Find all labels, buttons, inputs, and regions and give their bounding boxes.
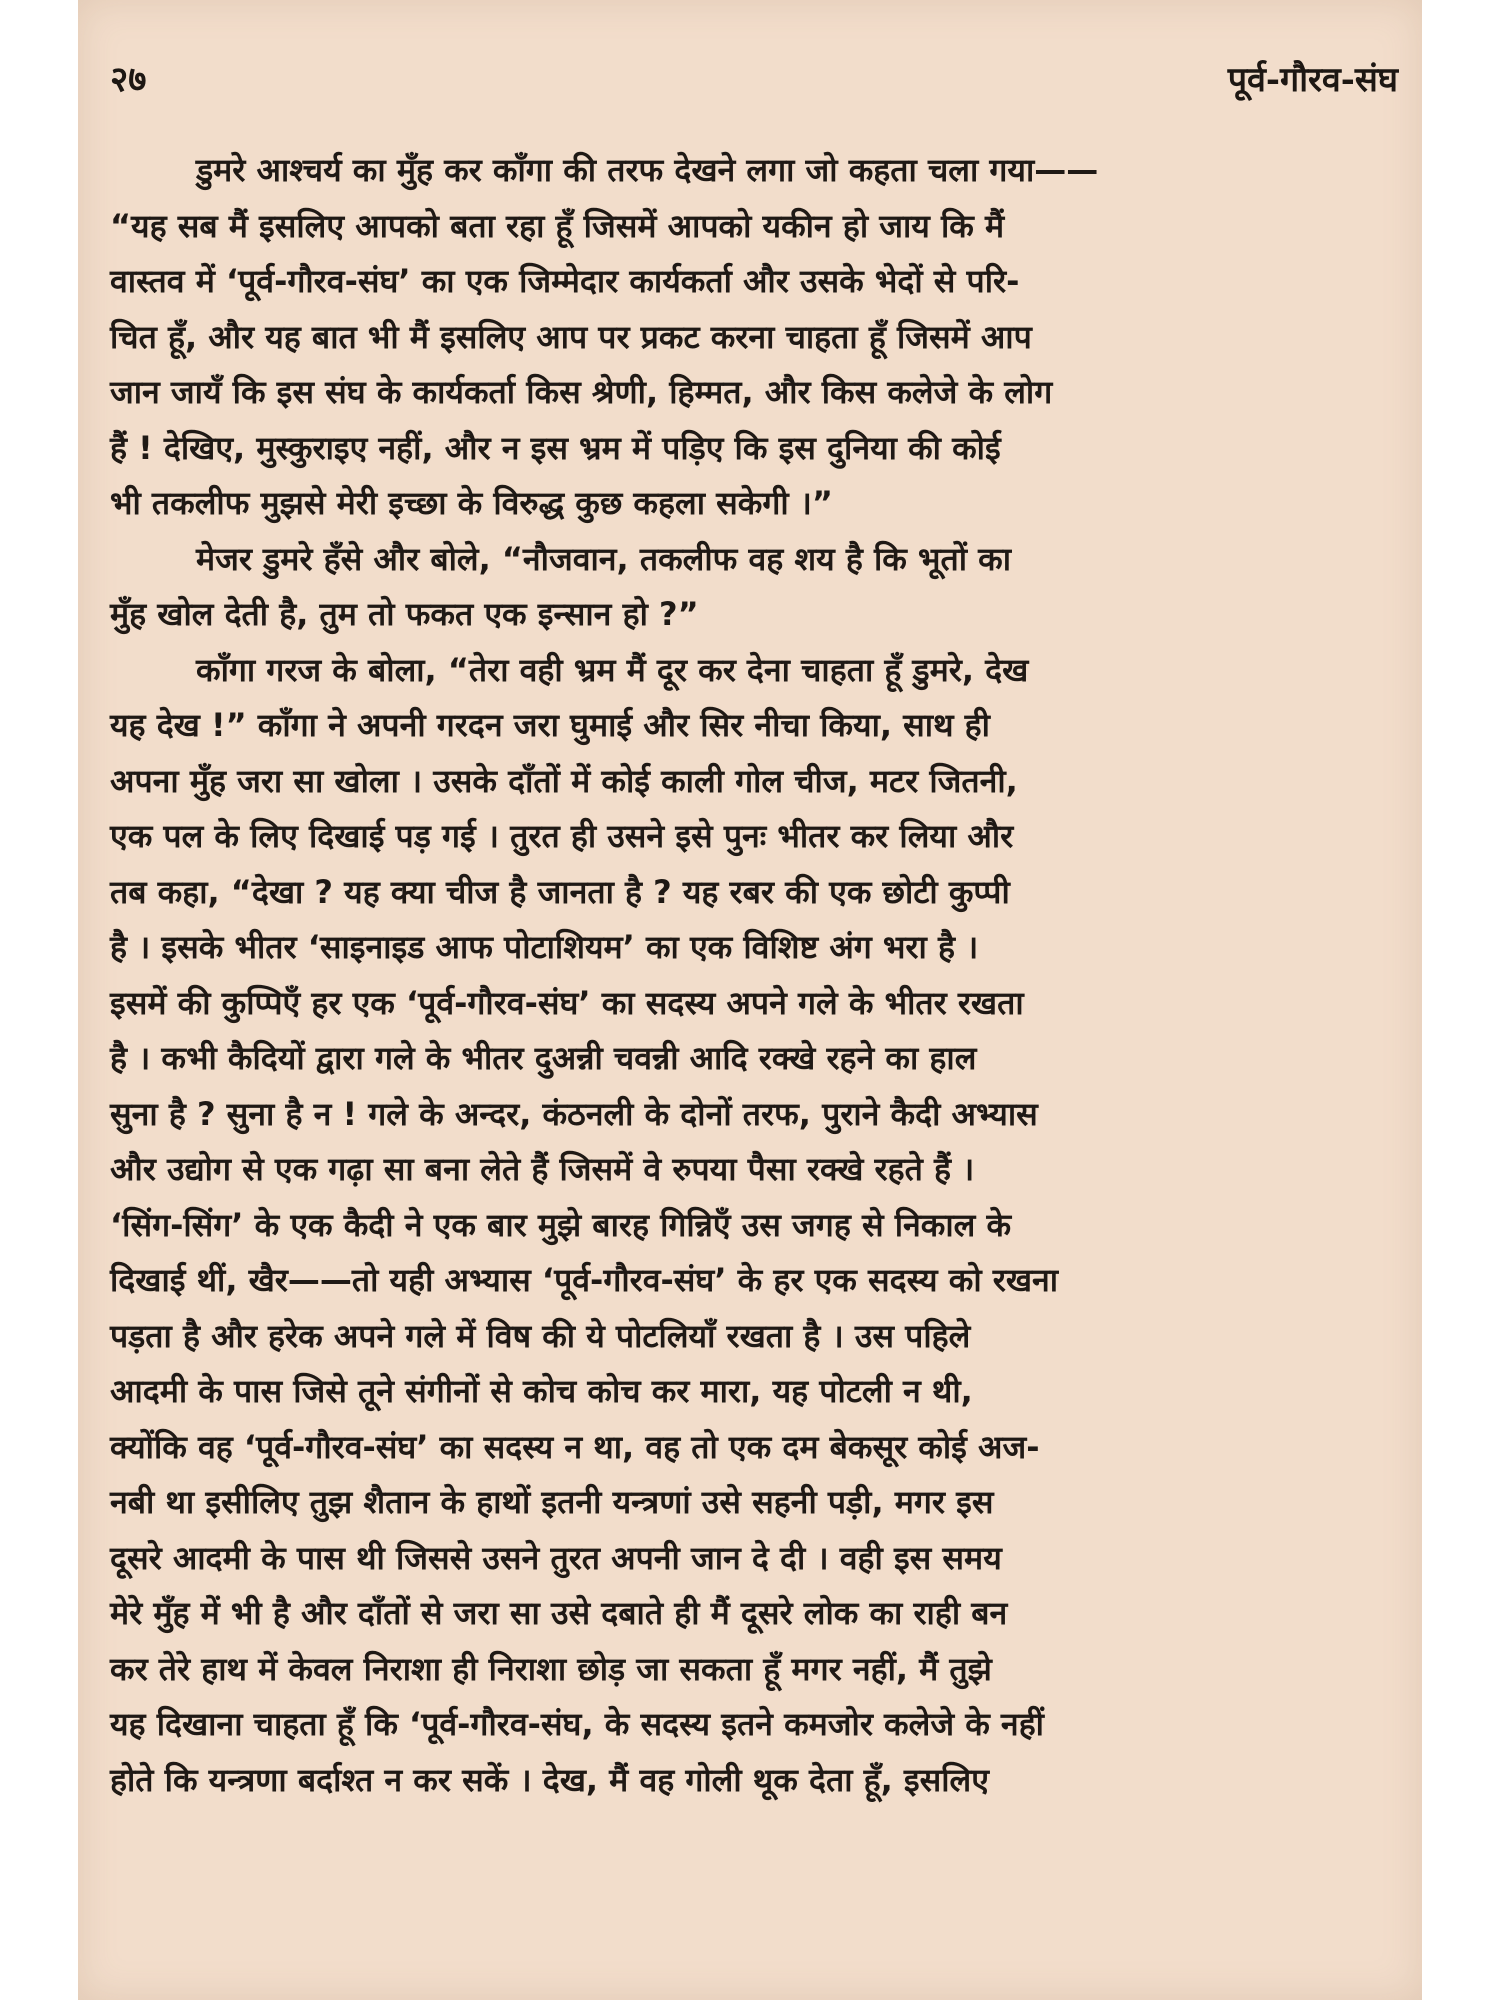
text-line: “यह सब मैं इसलिए आपको बता रहा हूँ जिसमें आपको यकीन हो जाय कि मैं (110, 206, 1005, 245)
text-line: यह देख !” काँगा ने अपनी गरदन जरा घुमाई और सिर नीचा किया, साथ ही (110, 706, 990, 744)
text-line: वास्तव में ‘पूर्व-गौरव-संघ’ का एक जिम्मेदार कार्यकर्ता और उसके भेदों से परि- (110, 262, 1020, 300)
text-line: है । इसके भीतर ‘साइनाइड आफ पोटाशियम’ का एक विशिष्ट अंग भरा है । (110, 928, 979, 966)
text-line: दूसरे आदमी के पास थी जिससे उसने तुरत अपनी जान दे दी । वही इस समय (110, 1538, 1002, 1577)
text-line: हैं ! देखिए, मुस्कुराइए नहीं, और न इस भ्रम में पड़िए कि इस दुनिया की कोई (110, 428, 1001, 467)
page-header (110, 55, 1398, 105)
text-line: जान जायँ कि इस संघ के कार्यकर्ता किस श्रेणी, हिम्मत, और किस कलेजे के लोग (110, 373, 1053, 411)
text-line: होते कि यन्त्रणा बर्दाश्त न कर सकें । देख, मैं वह गोली थूक देता हूँ, इसलिए (110, 1760, 989, 1799)
text-line: मुँह खोल देती है, तुम तो फकत एक इन्सान हो ?” (110, 595, 699, 633)
text-line: है । कभी कैदियों द्वारा गले के भीतर दुअन्नी चवन्नी आदि रक्खे रहने का हाल (110, 1039, 977, 1077)
text-line: कर तेरे हाथ में केवल निराशा ही निराशा छोड़ जा सकता हूँ मगर नहीं, मैं तुझे (110, 1649, 992, 1688)
text-line: और उद्योग से एक गढ़ा सा बना लेते हैं जिसमें वे रुपया पैसा रक्खे रहते हैं । (110, 1150, 975, 1188)
text-line: सुना है ? सुना है न ! गले के अन्दर, कंठनली के दोनों तरफ, पुराने कैदी अभ्यास (110, 1094, 1038, 1133)
text-line: तब कहा, “देखा ? यह क्या चीज है जानता है ? यह रबर की एक छोटी कुप्पी (110, 872, 1010, 911)
text-line: पड़ता है और हरेक अपने गले में विष की ये पोटलियाँ रखता है । उस पहिले (110, 1316, 971, 1355)
text-line: डुमरे आश्चर्य का मुँह कर काँगा की तरफ देखने लगा जो कहता चला गया—— (196, 151, 1099, 189)
text-line: ‘सिंग-सिंग’ के एक कैदी ने एक बार मुझे बारह गिन्निएँ उस जगह से निकाल के (110, 1205, 1012, 1244)
text-line: आदमी के पास जिसे तूने संगीनों से कोच कोच कर मारा, यह पोटली न थी, (110, 1372, 973, 1410)
text-line: अपना मुँह जरा सा खोला । उसके दाँतों में कोई काली गोल चीज, मटर जितनी, (110, 761, 1018, 800)
text-line: चित हूँ, और यह बात भी मैं इसलिए आप पर प्रकट करना चाहता हूँ जिसमें आप (110, 317, 1032, 356)
text-line: एक पल के लिए दिखाई पड़ गई । तुरत ही उसने इसे पुनः भीतर कर लिया और (110, 817, 1014, 855)
text-line: यह दिखाना चाहता हूँ कि ‘पूर्व-गौरव-संघ, के सदस्य इतने कमजोर कलेजे के नहीं (110, 1705, 1044, 1743)
text-line: क्योंकि वह ‘पूर्व-गौरव-संघ’ का सदस्य न था, वह तो एक दम बेकसूर कोई अज- (110, 1427, 1040, 1466)
running-title: पूर्व-गौरव-संघ (1227, 60, 1398, 100)
text-line: काँगा गरज के बोला, “तेरा वही भ्रम मैं दूर कर देना चाहता हूँ डुमरे, देख (196, 650, 1029, 689)
book-page (78, 0, 1422, 2000)
text-line: नबी था इसीलिए तुझ शैतान के हाथों इतनी यन्त्रणां उसे सहनी पड़ी, मगर इस (110, 1483, 994, 1521)
text-line: भी तकलीफ मुझसे मेरी इच्छा के विरुद्ध कुछ कहला सकेगी ।” (110, 484, 833, 522)
page-number: २७ (110, 59, 147, 100)
text-line: मेरे मुँह में भी है और दाँतों से जरा सा उसे दबाते ही मैं दूसरे लोक का राही बन (110, 1594, 1008, 1632)
text-line: दिखाई थीं, खैर——तो यही अभ्यास ‘पूर्व-गौरव-संघ’ के हर एक सदस्य को रखना (110, 1261, 1059, 1299)
body-text (110, 143, 1425, 1808)
text-line: इसमें की कुप्पिएँ हर एक ‘पूर्व-गौरव-संघ’ का सदस्य अपने गले के भीतर रखता (110, 983, 1024, 1022)
text-line: मेजर डुमरे हँसे और बोले, “नौजवान, तकलीफ वह शय है कि भूतों का (196, 539, 1012, 578)
